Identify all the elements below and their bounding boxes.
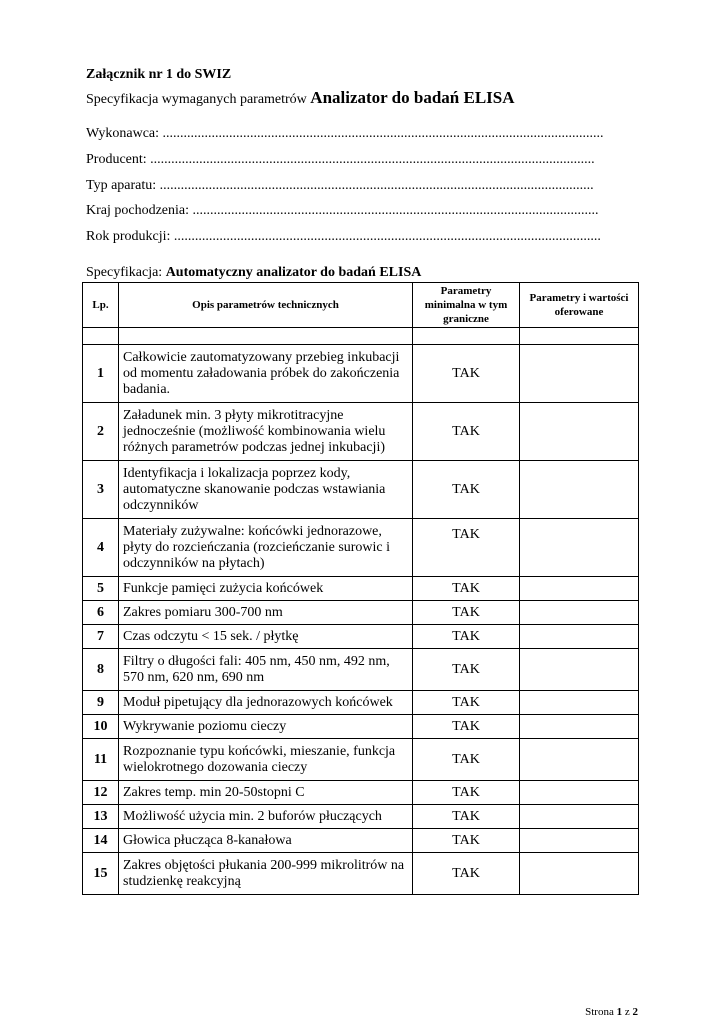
table-spacer-row xyxy=(83,328,639,345)
row-offered[interactable] xyxy=(520,739,639,781)
field-rok-produkcji: Rok produkcji: .......................................................................................................................... xyxy=(86,229,601,244)
table-row xyxy=(83,601,639,625)
row-opis: Filtry o długości fali: 405 nm, 450 nm, 492 nm, 570 nm, 620 nm, 690 nm xyxy=(119,649,413,691)
row-offered[interactable] xyxy=(520,403,639,461)
row-req: TAK xyxy=(413,691,520,715)
field-typ-aparatu: Typ aparatu: ............................................................................................................................ xyxy=(86,178,594,193)
table-row xyxy=(83,715,639,739)
document-title: Załącznik nr 1 do SWIZ xyxy=(86,67,232,82)
header-lp: Lp. xyxy=(83,283,119,328)
row-opis: Całkowicie zautomatyzowany przebieg inkubacji od momentu załadowania próbek do zakończenia badania. xyxy=(119,345,413,403)
row-offered[interactable] xyxy=(520,781,639,805)
row-offered[interactable] xyxy=(520,577,639,601)
row-lp: 7 xyxy=(83,625,119,649)
field-wykonawca: Wykonawca: .............................................................................................................................. xyxy=(86,126,604,141)
row-offered[interactable] xyxy=(520,601,639,625)
row-lp: 11 xyxy=(83,739,119,781)
row-req: TAK xyxy=(413,781,520,805)
table-row xyxy=(83,805,639,829)
row-offered[interactable] xyxy=(520,691,639,715)
row-req: TAK xyxy=(413,805,520,829)
row-opis: Rozpoznanie typu końcówki, mieszanie, funkcja wielokrotnego dozowania cieczy xyxy=(119,739,413,781)
row-req: TAK xyxy=(413,519,520,577)
table-row xyxy=(83,739,639,781)
row-req: TAK xyxy=(413,625,520,649)
row-req: TAK xyxy=(413,577,520,601)
header-min: Parametry minimalna w tym graniczne xyxy=(413,283,520,328)
row-req: TAK xyxy=(413,739,520,781)
spec-table xyxy=(82,282,639,895)
header-opis: Opis parametrów technicznych xyxy=(119,283,413,328)
row-lp: 13 xyxy=(83,805,119,829)
table-row xyxy=(83,853,639,895)
row-lp: 15 xyxy=(83,853,119,895)
row-offered[interactable] xyxy=(520,519,639,577)
row-lp: 1 xyxy=(83,345,119,403)
row-opis: Identyfikacja i lokalizacja poprzez kody, automatyczne skanowanie podczas wstawiania odczynników xyxy=(119,461,413,519)
row-req: TAK xyxy=(413,715,520,739)
row-req: TAK xyxy=(413,829,520,853)
subtitle-prefix: Specyfikacja wymaganych parametrów xyxy=(86,92,307,107)
row-lp: 3 xyxy=(83,461,119,519)
field-producent: Producent: ............................................................................................................................... xyxy=(86,152,595,167)
table-row xyxy=(83,345,639,403)
row-lp: 14 xyxy=(83,829,119,853)
row-opis: Załadunek min. 3 płyty mikrotitracyjne jednocześnie (możliwość kombinowania wielu różnych parametrów podczas jednej inkubacji) xyxy=(119,403,413,461)
row-lp: 2 xyxy=(83,403,119,461)
table-row xyxy=(83,403,639,461)
row-offered[interactable] xyxy=(520,345,639,403)
page-current: 1 xyxy=(616,1006,623,1018)
table-row xyxy=(83,519,639,577)
row-opis: Głowica płucząca 8-kanałowa xyxy=(119,829,413,853)
row-opis: Zakres pomiaru 300-700 nm xyxy=(119,601,413,625)
row-opis: Funkcje pamięci zużycia końcówek xyxy=(119,577,413,601)
page-number xyxy=(585,1006,638,1018)
device-name: Analizator do badań ELISA xyxy=(310,88,515,107)
row-lp: 4 xyxy=(83,519,119,577)
row-lp: 9 xyxy=(83,691,119,715)
row-opis: Czas odczytu < 15 sek. / płytkę xyxy=(119,625,413,649)
row-offered[interactable] xyxy=(520,853,639,895)
row-offered[interactable] xyxy=(520,829,639,853)
table-row xyxy=(83,625,639,649)
spec-heading xyxy=(86,265,421,281)
row-offered[interactable] xyxy=(520,805,639,829)
row-lp: 5 xyxy=(83,577,119,601)
spec-name: Automatyczny analizator do badań ELISA xyxy=(165,265,422,280)
row-opis: Wykrywanie poziomu cieczy xyxy=(119,715,413,739)
row-req: TAK xyxy=(413,649,520,691)
row-opis: Zakres temp. min 20-50stopni C xyxy=(119,781,413,805)
table-row xyxy=(83,781,639,805)
spec-prefix: Specyfikacja: xyxy=(86,265,163,280)
page-prefix: Strona xyxy=(585,1006,614,1018)
row-opis: Materiały zużywalne: końcówki jednorazowe, płyty do rozcieńczania (rozcieńczanie surowic i odczynników na płytach) xyxy=(119,519,413,577)
field-kraj-pochodzenia: Kraj pochodzenia: .................................................................................................................... xyxy=(86,203,599,218)
page-sep: z xyxy=(624,1006,630,1018)
row-lp: 8 xyxy=(83,649,119,691)
row-opis: Zakres objętości płukania 200-999 mikrolitrów na studzienkę reakcyjną xyxy=(119,853,413,895)
table-row xyxy=(83,461,639,519)
row-offered[interactable] xyxy=(520,649,639,691)
table-row xyxy=(83,691,639,715)
table-row xyxy=(83,577,639,601)
row-lp: 10 xyxy=(83,715,119,739)
row-req: TAK xyxy=(413,461,520,519)
table-row xyxy=(83,649,639,691)
row-offered[interactable] xyxy=(520,625,639,649)
document-subtitle xyxy=(86,88,515,108)
row-req: TAK xyxy=(413,601,520,625)
row-req: TAK xyxy=(413,403,520,461)
page-total: 2 xyxy=(632,1006,638,1018)
header-offered: Parametry i wartości oferowane xyxy=(520,283,639,328)
row-req: TAK xyxy=(413,853,520,895)
table-row xyxy=(83,829,639,853)
row-opis: Możliwość użycia min. 2 buforów płuczących xyxy=(119,805,413,829)
row-lp: 6 xyxy=(83,601,119,625)
row-req: TAK xyxy=(413,345,520,403)
row-lp: 12 xyxy=(83,781,119,805)
row-offered[interactable] xyxy=(520,715,639,739)
row-offered[interactable] xyxy=(520,461,639,519)
row-opis: Moduł pipetujący dla jednorazowych końcówek xyxy=(119,691,413,715)
